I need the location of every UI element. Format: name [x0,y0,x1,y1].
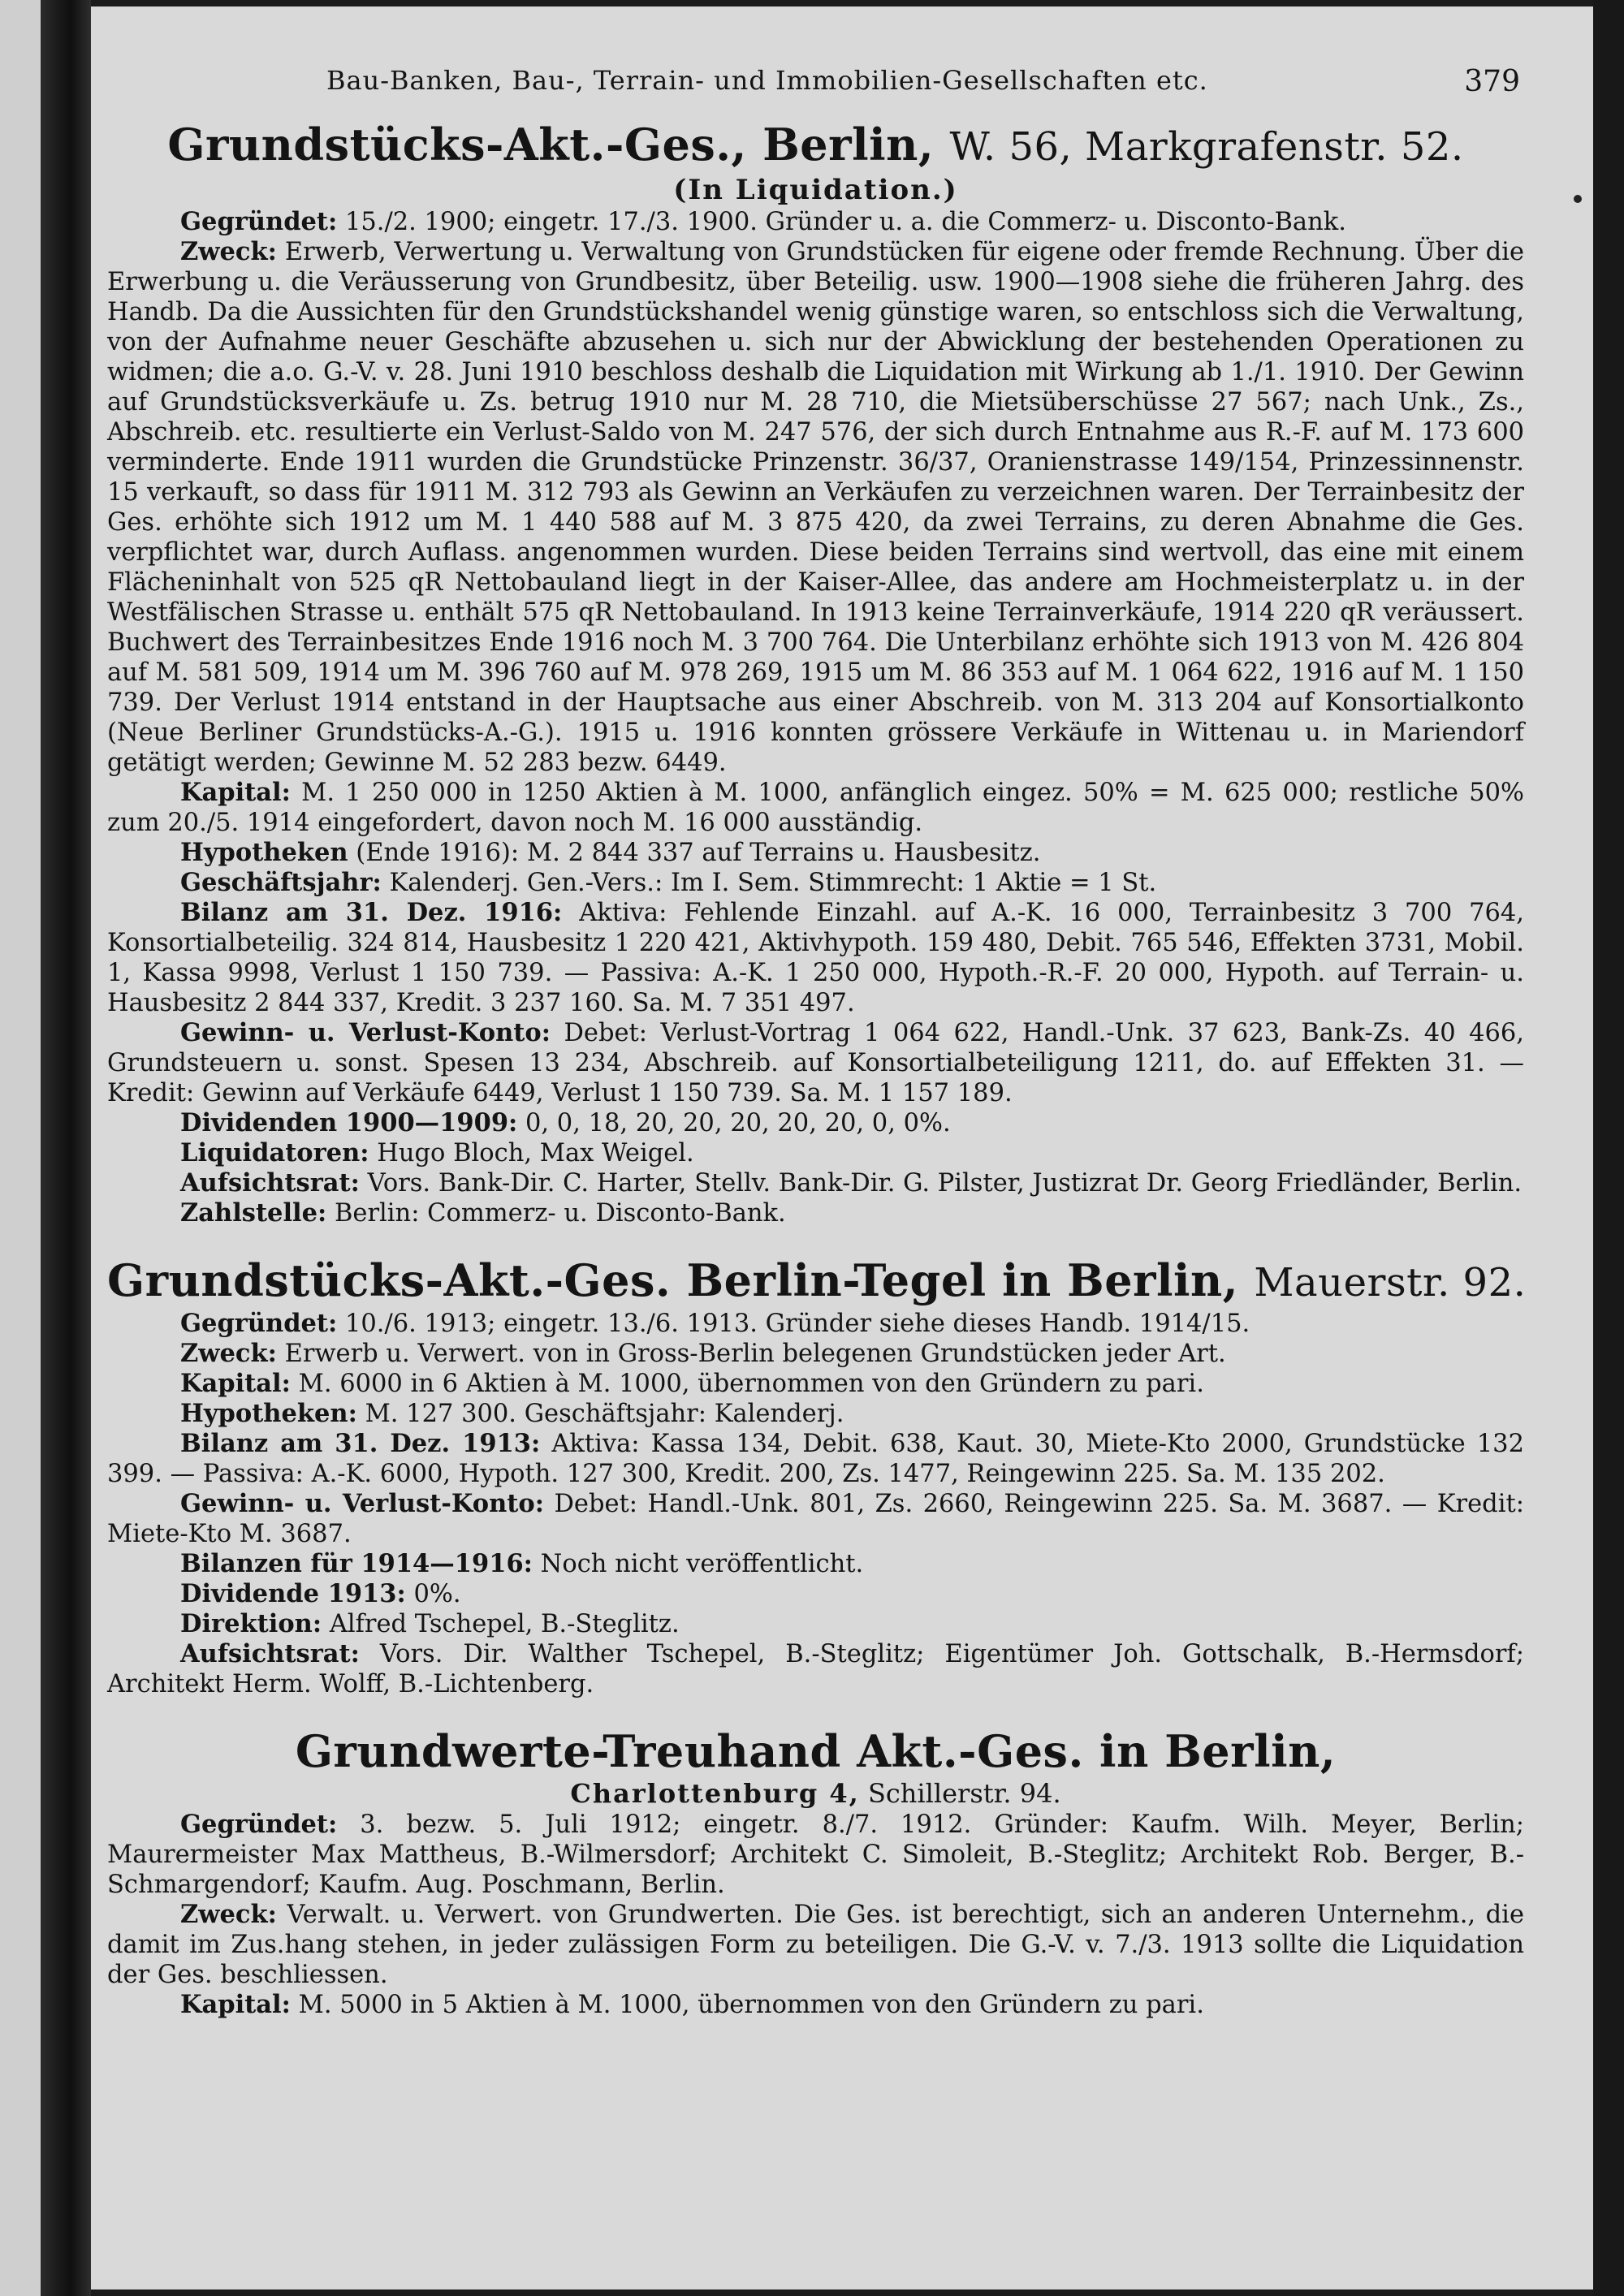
field-text: Vors. Dir. Walther Tschepel, B.-Steglitz; Eigentümer Joh. Gottschalk, B.-Hermsdorf; Architekt Herm. Wolff, B.-Lichtenberg. [107,1640,1524,1698]
field-dividende [107,1579,1524,1609]
entry-grundstuecks-akt-ges-berlin [107,119,1524,1228]
field-label: Dividenden 1900—1909: [180,1108,518,1137]
entry-title-address: W. 56, Markgrafenstr. 52. [949,124,1464,170]
field-text: M. 5000 in 5 Aktien à M. 1000, übernommen von den Gründern zu pari. [298,1991,1204,2019]
field-label: Bilanz am 31. Dez. 1913: [180,1429,541,1458]
field-direktion [107,1609,1524,1639]
entries [107,119,1527,2046]
field-label: Zweck: [180,1900,277,1929]
field-label: Geschäftsjahr: [180,868,382,897]
field-text: Vors. Bank-Dir. C. Harter, Stellv. Bank-Dir. G. Pilster, Justizrat Dr. Georg Friedländer, Berlin. [367,1169,1522,1198]
field-text: M. 1 250 000 in 1250 Aktien à M. 1000, anfänglich eingez. 50% = M. 625 000; restliche 50% zum 20./5. 1914 eingefordert, davon noch M. 16 000 ausständig. [107,779,1524,837]
field-label: Gegründet: [180,1810,338,1839]
field-gegruendet [107,1309,1524,1339]
field-label: Aufsichtsrat: [180,1639,360,1668]
running-head-title: Bau-Banken, Bau-, Terrain- und Immobilien-Gesellschaften etc. [326,65,1208,96]
field-label: Hypotheken [180,838,348,867]
field-label: Aufsichtsrat: [180,1168,360,1198]
page-number: 379 [1464,65,1520,98]
field-text: Erwerb u. Verwert. von in Gross-Berlin belegenen Grundstücken jeder Art. [284,1340,1226,1368]
field-gegruendet [107,1810,1524,1900]
entry-title [107,119,1524,173]
field-kapital [107,1990,1524,2020]
field-text: Noch nicht veröffentlicht. [540,1550,864,1578]
right-margin [1593,0,1624,2296]
field-kapital [107,1369,1524,1399]
field-bilanz [107,898,1524,1018]
entry-grundstuecks-akt-ges-berlin-tegel [107,1254,1527,1699]
entry-title-address: Mauerstr. 92. [1254,1260,1527,1306]
entry-title-name: Grundstücks-Akt.-Ges. Berlin-Tegel in Berlin, [107,1254,1239,1306]
entry-subtitle [107,1777,1524,1810]
field-label: Dividende 1913: [180,1579,406,1608]
field-bilanz [107,1429,1524,1489]
field-label: Gewinn- u. Verlust-Konto: [180,1489,544,1518]
field-kapital [107,778,1524,838]
field-dividenden [107,1108,1524,1138]
field-text: Aktiva: Kassa 134, Debit. 638, Kaut. 30, Miete-Kto 2000, Grundstücke 132 399. — Passiva: A.-K. 6000, Hypoth. 127 300, Kredit. 200, Zs. 1477, Reingewinn 225. Sa. M. 135 202. [107,1430,1524,1488]
running-head [91,65,1593,101]
field-text: Debet: Handl.-Unk. 801, Zs. 2660, Reingewinn 225. Sa. M. 3687. — Kredit: Miete-Kto M. 3687. [107,1490,1524,1548]
field-text: M. 127 300. Geschäftsjahr: Kalenderj. [365,1400,844,1428]
field-text: Erwerb, Verwertung u. Verwaltung von Grundstücken für eigene oder fremde Rechnung. Über die Erwerbung u. die Veräusserung von Grundbesitz, über Beteilig. usw. 1900—1908 siehe die früheren Jahrg. des Handb. Da die Aussichten für den Grundstückshandel wenig günstige waren, so entschloss sich die Verwaltung, von der Aufnahme neuer Geschäfte abzusehen u. sich nur der Abwicklung der bestehenden Operationen zu widmen; die a.o. G.-V. v. 28. Juni 1910 beschloss deshalb die Liquidation mit Wirkung ab 1./1. 1910. Der Gewinn auf Grundstücksverkäufe u. Zs. betrug 1910 nur M. 28 710, die Mietsüberschüsse 27 567; nach Unk., Zs., Abschreib. etc. resultierte ein Verlust-Saldo von M. 247 576, der sich durch Entnahme aus R.-F. auf M. 173 600 verminderte. Ende 1911 wurden die Grundstücke Prinzenstr. 36/37, Oranienstrasse 149/154, Prinzessinnenstr. 15 verkauft, so dass für 1911 M. 312 793 als Gewinn an Verkäufen zu verzeichnen waren. Der Terrainbesitz der Ges. erhöhte sich 1912 um M. 1 440 588 auf M. 3 875 420, da zwei Terrains, zu deren Abnahme die Ges. verpflichtet war, durch Auflass. angenommen wurden. Diese beiden Terrains sind wertvoll, das eine mit einem Flächeninhalt von 525 qR Nettobauland liegt in der Kaiser-Allee, das andere am Hochmeisterplatz u. in der Westfälischen Strasse u. enthält 575 qR Nettobauland. In 1913 keine Terrainverkäufe, 1914 220 qR veräussert. Buchwert des Terrainbesitzes Ende 1916 noch M. 3 700 764. Die Unterbilanz erhöhte sich 1913 von M. 426 804 auf M. 581 509, 1914 um M. 396 760 auf M. 978 269, 1915 um M. 86 353 auf M. 1 064 622, 1916 auf M. 1 150 739. Der Verlust 1914 entstand in der Hauptsache aus einer Abschreib. von M. 313 204 auf Konsortialkonto (Neue Berliner Grundstücks-A.-G.). 1915 u. 1916 konnten grössere Verkäufe in Wittenau u. in Mariendorf getätigt werden; Gewinne M. 52 283 bezw. 6449. [107,238,1524,777]
field-text: Debet: Verlust-Vortrag 1 064 622, Handl.-Unk. 37 623, Bank-Zs. 40 466, Grundsteuern u. sonst. Spesen 13 234, Abschreib. auf Konsortialbeteiligung 1211, do. auf Effekten 31. — Kredit: Gewinn auf Verkäufe 6449, Verlust 1 150 739. Sa. M. 1 157 189. [107,1019,1524,1107]
left-page-edge [0,0,41,2296]
field-label: Kapital: [180,778,291,807]
field-text: Alfred Tschepel, B.-Steglitz. [329,1610,680,1638]
field-text: 10./6. 1913; eingetr. 13./6. 1913. Gründer siehe dieses Handb. 1914/15. [344,1310,1250,1338]
entry-subtitle-street: Schillerstr. 94. [867,1778,1061,1809]
field-label: Kapital: [180,1990,291,2019]
field-zweck [107,237,1524,778]
field-text: Kalenderj. Gen.-Vers.: Im I. Sem. Stimmrecht: 1 Aktie = 1 St. [389,869,1157,897]
field-label: Bilanz am 31. Dez. 1916: [180,898,563,927]
field-label: Kapital: [180,1369,291,1398]
page [91,6,1593,2290]
field-zweck [107,1900,1524,1990]
field-geschaeftsjahr [107,868,1524,898]
field-aufsichtsrat [107,1168,1524,1198]
field-label: Liquidatoren: [180,1138,369,1167]
field-liquidatoren [107,1138,1524,1168]
field-label: Direktion: [180,1609,322,1638]
field-text: Berlin: Commerz- u. Disconto-Bank. [335,1199,786,1228]
field-aufsichtsrat [107,1639,1524,1699]
field-text: 3. bezw. 5. Juli 1912; eingetr. 8./7. 1912. Gründer: Kaufm. Wilh. Meyer, Berlin; Maurermeister Max Mattheus, B.-Wilmersdorf; Architekt C. Simoleit, B.-Steglitz; Architekt Rob. Berger, B.-Schmargendorf; Kaufm. Aug. Poschmann, Berlin. [107,1810,1524,1899]
entry-subtitle: (In Liquidation.) [673,174,958,206]
field-gegruendet [107,207,1524,237]
field-label: Gegründet: [180,1309,338,1338]
field-text: Hugo Bloch, Max Weigel. [377,1139,694,1167]
field-zahlstelle [107,1198,1524,1228]
entry-title [107,1725,1524,1777]
field-label: Gegründet: [180,207,338,236]
field-zweck [107,1339,1524,1369]
entry-title-name: Grundwerte-Treuhand Akt.-Ges. in Berlin, [295,1725,1337,1777]
field-gewinn-verlust [107,1018,1524,1108]
field-gewinn-verlust [107,1489,1524,1549]
field-text: 0%. [413,1580,461,1608]
field-hypotheken [107,1399,1524,1429]
field-text: 15./2. 1900; eingetr. 17./3. 1900. Gründer u. a. die Commerz- u. Disconto-Bank. [344,208,1346,236]
ink-dot [1574,195,1582,203]
field-hypotheken [107,838,1524,868]
field-label: Zweck: [180,1339,277,1368]
book-gutter [41,0,91,2296]
field-text: M. 6000 in 6 Aktien à M. 1000, übernommen von den Gründern zu pari. [298,1370,1204,1398]
field-label: Gewinn- u. Verlust-Konto: [180,1018,551,1047]
entry-grundwerte-treuhand [107,1725,1524,2020]
field-label: Hypotheken: [180,1399,357,1428]
entry-title [107,1254,1527,1309]
field-label: Bilanzen für 1914—1916: [180,1549,533,1578]
field-label: Zweck: [180,237,277,266]
field-label: Zahlstelle: [180,1198,327,1228]
entry-title-name: Grundstücks-Akt.-Ges., Berlin, [167,119,935,170]
field-text: 0, 0, 18, 20, 20, 20, 20, 20, 0, 0%. [525,1109,951,1137]
field-text: Aktiva: Fehlende Einzahl. auf A.-K. 16 000, Terrainbesitz 3 700 764, Konsortialbeteilig. 324 814, Hausbesitz 1 220 421, Aktivhypoth. 159 480, Debit. 765 546, Effekten 3731, Mobil. 1, Kassa 9998, Verlust 1 150 739. — Passiva: A.-K. 1 250 000, Hypoth.-R.-F. 20 000, Hypoth. auf Terrain- u. Hausbesitz 2 844 337, Kredit. 3 237 160. Sa. M. 7 351 497. [107,899,1525,1017]
field-text: (Ende 1916): M. 2 844 337 auf Terrains u. Hausbesitz. [356,839,1041,867]
entry-subtitle-district: Charlottenburg 4, [570,1778,860,1809]
field-text: Verwalt. u. Verwert. von Grundwerten. Die Ges. ist berechtigt, sich an anderen Unternehm., die damit im Zus.hang stehen, in jeder zulässigen Form zu beteiligen. Die G.-V. v. 7./3. 1913 sollte die Liquidation der Ges. beschliessen. [107,1901,1524,1989]
field-bilanzen [107,1549,1524,1579]
